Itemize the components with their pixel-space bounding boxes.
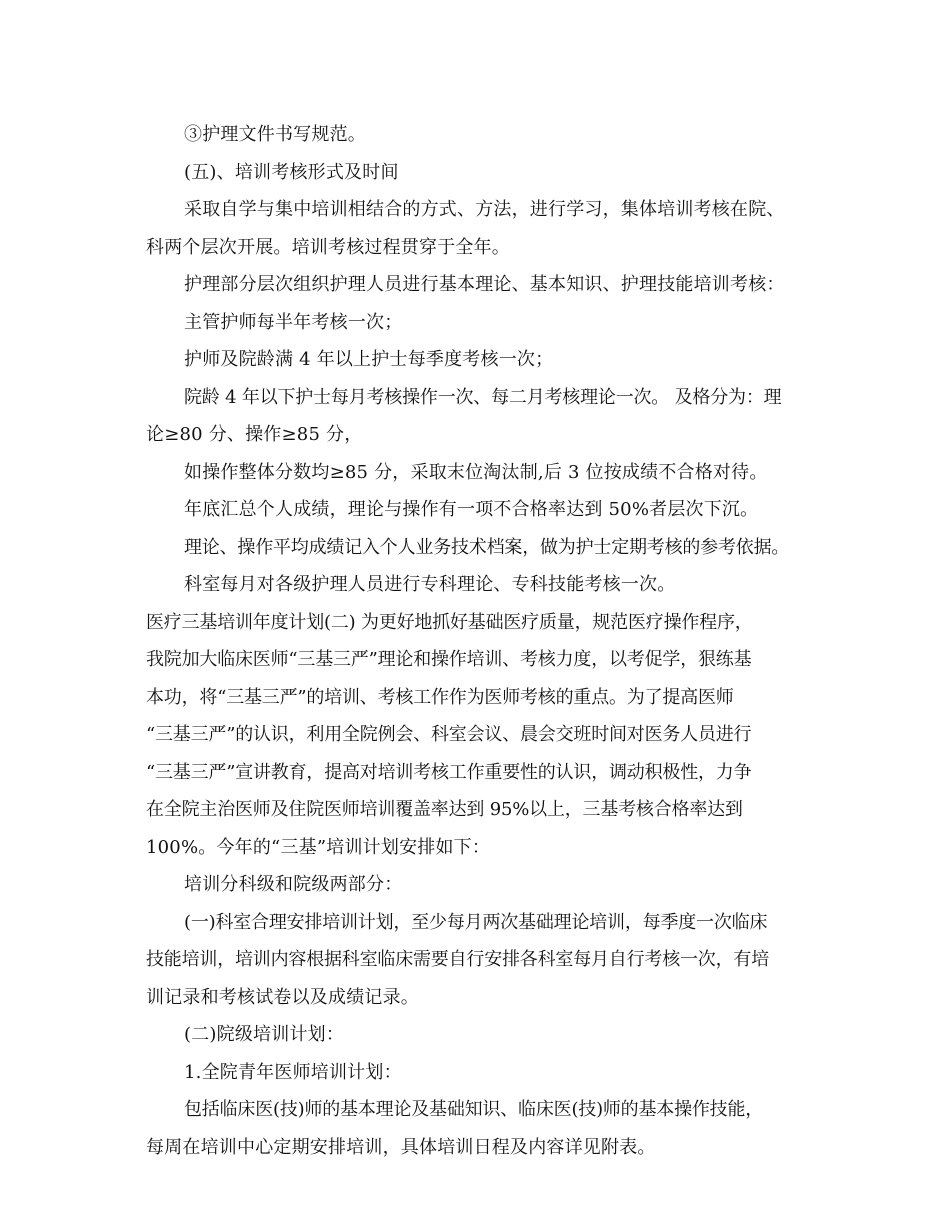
text-line: 主管护师每半年考核一次； [184,311,403,333]
text-line: 每周在培训中心定期安排培训，具体培训日程及内容详见附表。 [146,1136,656,1158]
text-line: 100%。今年的“三基”培训计划安排如下： [146,836,491,858]
text-line: 训记录和考核试卷以及成绩记录。 [146,986,419,1008]
text-line: 培训分科级和院级两部分： [184,874,403,895]
text-line: 院龄 4 年以下护士每月考核操作一次、每二月考核理论一次。 及格分为：理 [184,386,782,408]
text-line: 包括临床医(技)师的基本理论及基础知识、临床医(技)师的基本操作技能， [184,1099,764,1120]
text-line: 采取自学与集中培训相结合的方式、方法，进行学习，集体培训考核在院、 [184,199,785,220]
text-line: 技能培训，培训内容根据科室临床需要自行安排各科室每月自行考核一次，有培 [146,949,769,970]
text-line: “三基三严”宣讲教育，提高对培训考核工作重要性的认识，调动积极性，力争 [146,761,752,783]
text-line: 我院加大临床医师“三基三严”理论和操作培训、考核力度，以考促学，狠练基 [146,649,752,670]
text-line: 在全院主治医师及住院医师培训覆盖率达到 95%以上，三基考核合格率达到 [146,799,743,820]
text-line: 科室每月对各级护理人员进行专科理论、专科技能考核一次。 [184,574,676,595]
text-line: 理论、操作平均成绩记入个人业务技术档案，做为护士定期考核的参考依据。 [184,536,790,558]
text-line: 护理部分层次组织护理人员进行基本理论、基本知识、护理技能培训考核： [184,274,785,295]
text-line: 如操作整体分数均≥85 分，采取末位淘汰制,后 3 位按成绩不合格对待。 [184,461,768,483]
text-line: ③护理文件书写规范。 [184,124,366,145]
text-line: “三基三严”的认识，利用全院例会、科室会议、晨会交班时间对医务人员进行 [146,724,752,745]
text-line: 论≥80 分、操作≥85 分， [146,424,363,445]
section-heading: (五)、培训考核形式及时间 [184,161,399,183]
text-line: 本功，将“三基三严”的培训、考核工作作为医师考核的重点。为了提高医师 [146,686,734,708]
text-line: (二)院级培训计划： [184,1024,345,1045]
section-title-line: 医疗三基培训年度计划(二) 为更好地抓好基础医疗质量，规范医疗操作程序， [146,611,753,633]
text-line: (一)科室合理安排培训计划，至少每月两次基础理论培训，每季度一次临床 [184,911,768,933]
document-body [146,116,806,1166]
text-line: 年底汇总个人成绩，理论与操作有一项不合格率达到 50%者层次下沉。 [184,499,759,520]
text-line: 护师及院龄满 4 年以上护士每季度考核一次； [184,349,554,370]
text-line: 科两个层次开展。培训考核过程贯穿于全年。 [146,236,510,258]
text-line: 1.全院青年医师培训计划： [184,1061,402,1083]
